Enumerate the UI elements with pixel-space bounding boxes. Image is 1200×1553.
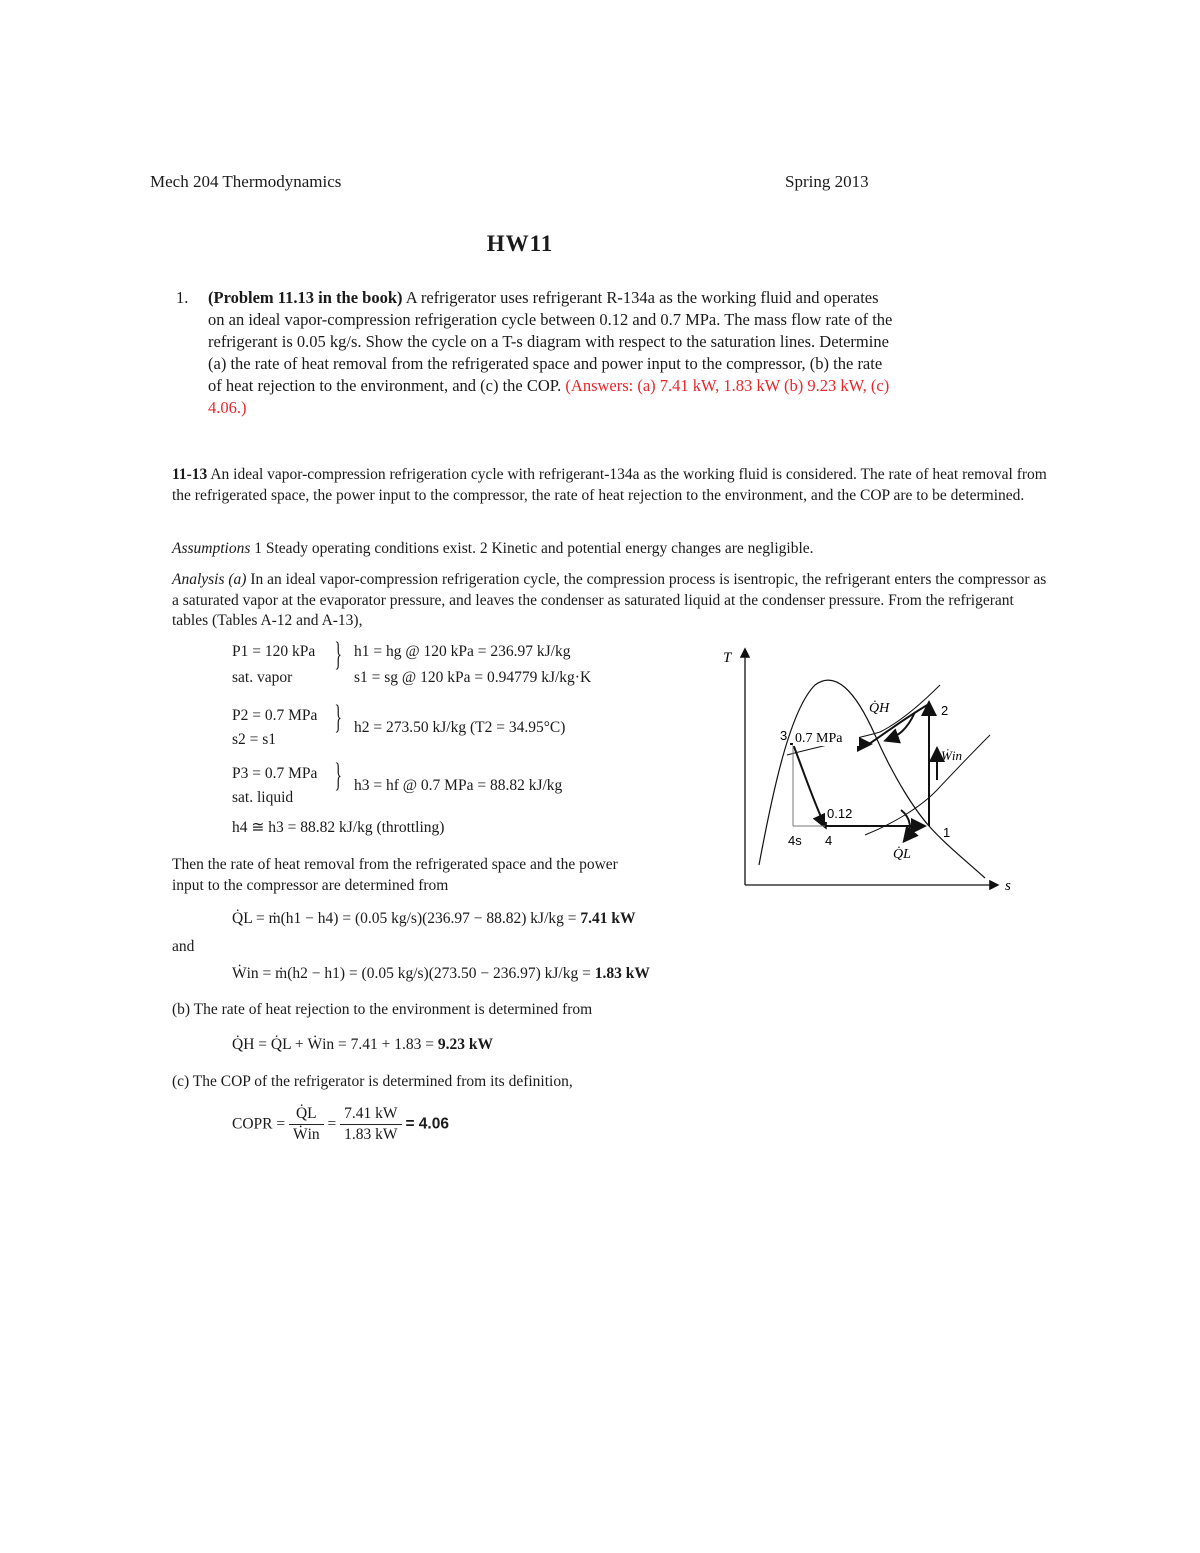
term-header: Spring 2013	[785, 172, 869, 191]
cop-equation	[232, 1104, 449, 1145]
cop-num-1: Q̇L	[289, 1104, 324, 1125]
t-axis-label: T	[723, 650, 732, 666]
cop-frac-symbolic	[289, 1104, 324, 1145]
part-b: (b) The rate of heat rejection to the environment is determined from	[172, 1001, 593, 1018]
eq-p2: P2 = 0.7 MPa	[232, 707, 318, 724]
isobar-low	[865, 735, 990, 835]
eq-h3: h3 = hf @ 0.7 MPa = 88.82 kJ/kg	[354, 777, 563, 794]
eq-win-line	[232, 964, 650, 984]
cop-den-1: Ẇin	[292, 1126, 320, 1143]
course-header: Mech 204 Thermodynamics	[150, 172, 342, 191]
problem-statement	[176, 287, 896, 419]
cop-lhs: COPR =	[232, 1115, 286, 1133]
page-title: HW11	[486, 231, 554, 256]
state-equations	[232, 636, 712, 842]
brace-2: }	[334, 699, 342, 736]
eq-s1: s1 = sg @ 120 kPa = 0.94779 kJ/kg·K	[354, 669, 592, 686]
qh-label: Q̇H	[869, 701, 890, 716]
point-1: 1	[943, 825, 951, 840]
then-text: Then the rate of heat removal from the refrigerated space and the power input to the compressor are determined from	[172, 856, 618, 894]
eq-h1: h1 = hg @ 120 kPa = 236.97 kJ/kg	[354, 643, 571, 660]
p-high-label: 0.7 MPa	[795, 731, 843, 746]
and-text: and	[172, 938, 195, 955]
assumptions-text: 1 Steady operating conditions exist. 2 Kinetic and potential energy changes are negligible.	[250, 540, 814, 557]
ts-diagram	[715, 640, 1035, 900]
eq-sat-liquid: sat. liquid	[232, 789, 294, 806]
point-2: 2	[941, 703, 949, 718]
problem-text: A refrigerator uses refrigerant R-134a as the working fluid and operates on an ideal vapor-compression refrigeration cycle between 0.12 and 0.7 MPa. The mass flow rate of the refrigerant is 0.05 kg/s. Show the cycle on a T-s diagram with respect to the saturation lines. Determine (a) the rate of heat removal from the refrigerated space and power input to the compressor, (b) the rate of heat rejection to the environment, and (c) the COP.	[208, 288, 893, 395]
eq-h4: h4 ≅ h3 = 88.82 kJ/kg (throttling)	[232, 819, 445, 836]
cop-eq-sign: =	[327, 1115, 337, 1133]
point-4: 4	[825, 833, 833, 848]
eq-ql-result: 7.41 kW	[580, 910, 636, 927]
p-low-label: 0.12	[827, 806, 853, 821]
part-c: (c) The COP of the refrigerator is determined from its definition,	[172, 1073, 573, 1090]
analysis-text: In an ideal vapor-compression refrigeration cycle, the compression process is isentropic, the refrigerant enters the compressor as a saturated vapor at the evaporator pressure, and leaves the condenser as saturated liquid at the condenser pressure. From the refrigerant tables (Tables A-12 and A-13),	[172, 571, 1047, 629]
eq-ql-line	[232, 909, 636, 929]
eq-p1: P1 = 120 kPa	[232, 643, 316, 660]
process-3-4	[793, 744, 825, 826]
problem-number: 1.	[176, 288, 189, 307]
eq-s2: s2 = s1	[232, 731, 277, 748]
eq-qh-result: 9.23 kW	[437, 1036, 493, 1053]
solution-intro	[172, 465, 1052, 506]
s-axis-label: s	[1005, 878, 1011, 894]
cop-num-2: 7.41 kW	[340, 1104, 401, 1125]
eq-win: Ẇin = ṁ(h2 − h1) = (0.05 kg/s)(273.50 − 236.97) kJ/kg =	[232, 965, 595, 982]
assumptions	[172, 539, 1052, 560]
eq-p3: P3 = 0.7 MPa	[232, 765, 318, 782]
ql-label: Q̇L	[893, 847, 911, 862]
eq-ql: Q̇L = ṁ(h1 − h4) = (0.05 kg/s)(236.97 − 88.82) kJ/kg =	[232, 910, 581, 927]
eq-sat-vapor: sat. vapor	[232, 669, 293, 686]
eq-win-result: 1.83 kW	[594, 965, 650, 982]
point-3: 3	[780, 728, 788, 743]
brace-1: }	[334, 636, 342, 673]
assumptions-label: Assumptions	[172, 540, 251, 557]
cop-den-2: 1.83 kW	[344, 1126, 398, 1143]
problem-answers: (Answers: (a) 7.41 kW, 1.83 kW (b) 9.23 kW, (c) 4.06.)	[208, 376, 890, 417]
solution-intro-text: An ideal vapor-compression refrigeration cycle with refrigerant-134a as the working fluid is considered. The rate of heat removal from the refrigerated space, the power input to the compressor, the rate of heat rejection to the environment, and the COP are to be determined.	[172, 466, 1047, 504]
brace-3: }	[334, 757, 342, 794]
point-4s: 4s	[788, 833, 802, 848]
cop-result: = 4.06	[405, 1115, 449, 1133]
problem-ref: (Problem 11.13 in the book)	[208, 288, 403, 307]
cop-frac-numeric	[340, 1104, 401, 1145]
eq-qh: Q̇H = Q̇L + Ẇin = 7.41 + 1.83 =	[232, 1036, 438, 1053]
solution-id: 11-13	[172, 466, 208, 483]
eq-h2: h2 = 273.50 kJ/kg (T2 = 34.95°C)	[354, 719, 566, 736]
analysis	[172, 570, 1052, 632]
analysis-label: Analysis (a)	[172, 571, 247, 588]
eq-qh-line	[232, 1035, 493, 1055]
win-label: Ẇin	[941, 748, 962, 763]
